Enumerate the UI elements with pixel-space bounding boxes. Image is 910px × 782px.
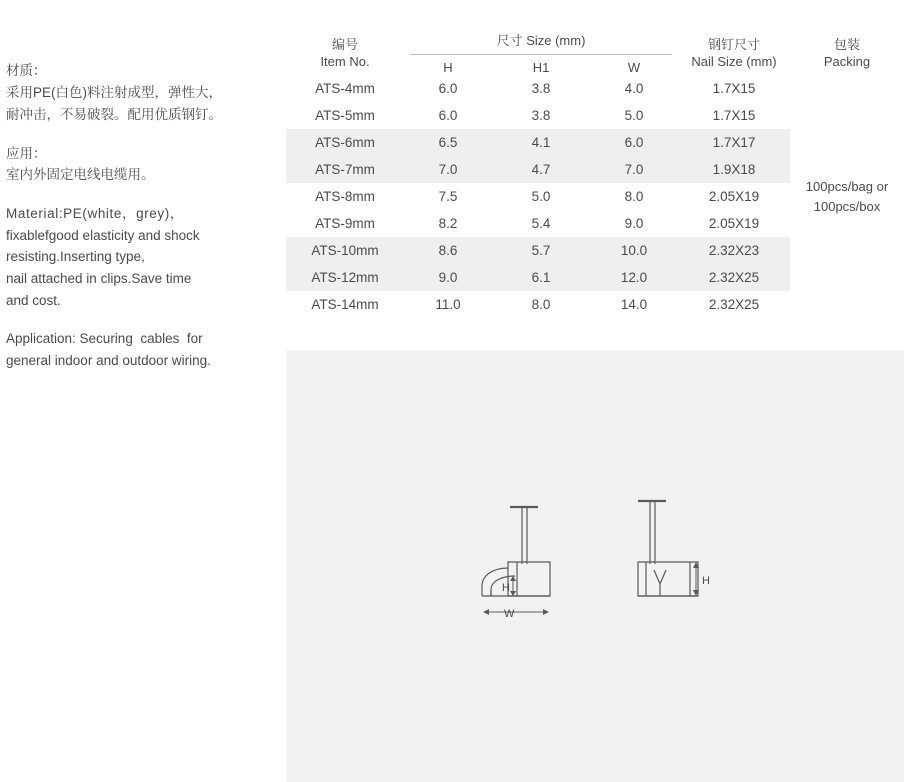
cell-h1: 4.7 [492,156,590,183]
cell-packing: 100pcs/bag or 100pcs/box [805,179,889,214]
header-nail-size-zh: 钢钉尺寸 [707,36,760,52]
clip-side-view [482,507,550,596]
label-w-left: W [504,608,515,620]
cell-w: 6.0 [590,129,678,156]
cell-w: 10.0 [590,237,678,264]
material-zh-heading: 材质： [6,63,47,78]
cell-item: ATS-6mm [286,129,404,156]
cell-w: 7.0 [590,156,678,183]
material-zh-line-2: 耐冲击，不易破裂。配用优质钢钉。 [6,106,222,122]
cell-w: 14.0 [620,297,648,312]
cell-w: 12.0 [590,264,678,291]
cell-h: 6.0 [438,81,458,96]
cell-w: 8.0 [624,189,644,204]
cell-h: 6.5 [404,129,492,156]
header-h: H [443,60,453,75]
spec-table-head [286,6,904,75]
header-nail-size-en: Nail Size (mm) [691,54,777,70]
cell-h: 9.0 [404,264,492,291]
cell-nail: 2.05X19 [708,216,760,231]
cell-h1: 5.0 [531,189,551,204]
cell-nail: 1.9X18 [678,156,790,183]
spec-table [286,6,904,318]
cell-h1: 6.1 [492,264,590,291]
cell-h: 8.6 [404,237,492,264]
header-h1: H1 [532,60,550,75]
application-zh-block [6,143,268,187]
application-zh-line-1: 室内外固定电线电缆用。 [6,167,155,183]
cell-h: 8.2 [438,216,458,231]
material-en-line-5: and cost. [6,292,61,308]
dimension-w-left [483,609,549,615]
cell-nail: 1.7X17 [678,129,790,156]
cell-item: ATS-9mm [315,216,375,231]
cell-item: ATS-4mm [315,81,375,96]
cell-h1: 5.7 [492,237,590,264]
cell-nail: 2.05X19 [708,189,760,204]
label-h-right: H [702,575,710,587]
cell-h1: 5.4 [531,216,551,231]
cell-nail: 2.32X23 [678,237,790,264]
cell-w: 5.0 [624,108,644,123]
header-item-no-zh: 编号 [331,36,358,52]
cell-h1: 3.8 [531,81,551,96]
cell-nail: 2.32X25 [708,297,760,312]
header-packing-en: Packing [823,54,871,70]
material-en-line-3: resisting.Inserting type, [6,249,145,265]
cell-item: ATS-10mm [286,237,404,264]
material-en-line-2: fixablefgood elasticity and shock [6,227,200,243]
cell-item: ATS-8mm [315,189,375,204]
application-en-line-2: general indoor and outdoor wiring. [6,352,211,368]
cell-item: ATS-12mm [286,264,404,291]
cell-nail: 2.32X25 [678,264,790,291]
cell-nail: 1.7X15 [712,81,756,96]
header-size-group-label: 尺寸 Size (mm) [410,32,672,55]
cell-h1: 8.0 [531,297,551,312]
cell-w: 9.0 [624,216,644,231]
material-en-block [6,203,268,311]
table-row [286,75,904,102]
cell-h: 11.0 [435,297,461,312]
application-en-block [6,328,268,371]
description-column [6,60,268,388]
application-zh-heading: 应用： [6,145,47,161]
diagram-panel [286,350,904,782]
cell-nail: 1.7X15 [712,108,756,123]
spec-table-wrapper [286,6,904,318]
spec-table-body [286,75,904,318]
cell-item: ATS-5mm [315,108,375,123]
header-nail-size [678,6,790,75]
header-size-group [404,6,678,60]
dimension-h-left [510,576,516,596]
header-item-no [286,6,404,75]
header-w: W [627,60,641,75]
cell-h: 7.5 [438,189,458,204]
cell-w: 4.0 [624,81,644,96]
cell-item: ATS-7mm [286,156,404,183]
cell-h: 6.0 [438,108,458,123]
header-item-no-en: Item No. [320,54,370,70]
material-zh-block [6,60,268,126]
material-zh-line-1: 采用PE(白色)料注射成型，弹性大， [6,84,222,100]
application-en-line-1: Application: Securing cables for [6,331,203,347]
cable-clip-diagram [286,350,904,782]
header-row-main [286,6,904,60]
header-packing [790,6,904,75]
label-h-left: H [502,582,510,594]
material-en-line-1: Material:PE(white，grey)， [6,206,184,222]
cell-h: 7.0 [404,156,492,183]
cell-h1: 3.8 [531,108,551,123]
cell-h1: 4.1 [492,129,590,156]
header-packing-zh: 包装 [833,36,860,52]
material-en-line-4: nail attached in clips.Save time [6,271,192,287]
cell-item: ATS-14mm [311,297,379,312]
clip-front-view [638,501,698,596]
